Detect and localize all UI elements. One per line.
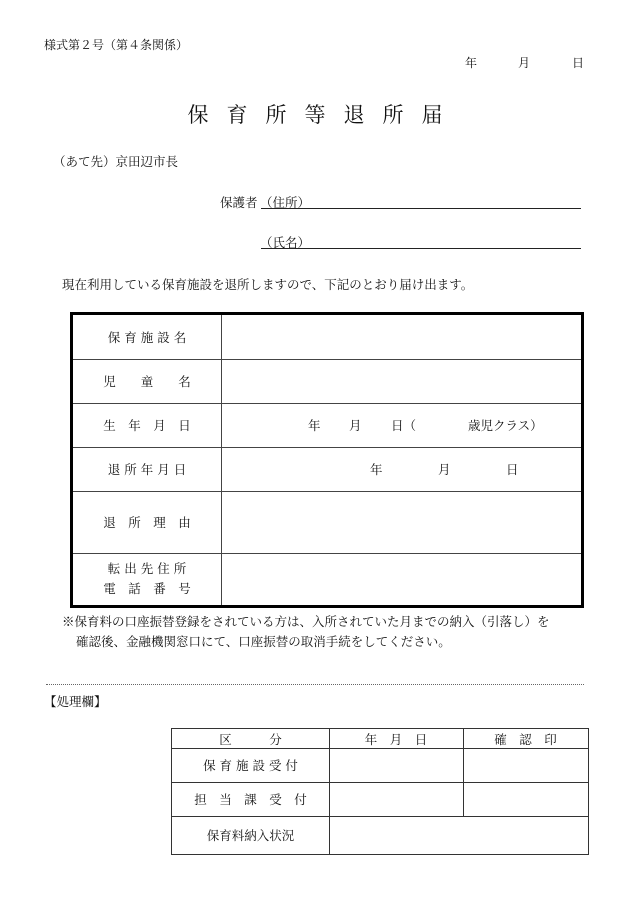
table-row-reason [73,491,581,554]
statement-text: 現在利用している保育施設を退所しますので、下記のとおり届け出ます。 [62,277,474,292]
birth-date-field[interactable] [222,403,581,447]
fee-payment-status-field[interactable] [329,816,588,854]
department-reception-date-field[interactable] [329,782,463,816]
processing-table [171,728,589,855]
form-number: 様式第２号（第４条関係） [44,38,189,52]
facility-name-label: 保 育 施 設 名 [73,315,222,359]
header-category: 区 分 [219,731,282,747]
row-facility-reception: 保 育 施 設 受 付 [203,758,298,773]
header-date: 年 月 日 [364,731,428,747]
note-line-2: 確認後、金融機関窓口にて、口座振替の取消手続をしてください。 [76,634,451,649]
withdrawal-date-field[interactable] [222,447,581,491]
guardian-name-field[interactable] [261,248,581,249]
date-day-label: 日 [572,56,585,70]
reason-field[interactable] [222,491,581,553]
section-divider [46,684,584,685]
table-row-facility [73,315,581,360]
facility-reception-seal-field[interactable] [463,748,588,782]
forwarding-address-field[interactable] [222,553,581,605]
guardian-label: 保護者 [220,195,258,210]
date-year-label: 年 [465,56,478,70]
table-row-child [73,359,581,404]
birth-day-unit: 日（ [391,418,417,433]
page-title: 保育所等退所届 [187,103,461,127]
guardian-name-label: （氏名） [260,235,311,250]
row-fee-payment-status: 保育料納入状況 [206,828,295,843]
birth-year-unit: 年 [308,418,321,433]
note-line-1: ※保育料の口座振替登録をされている方は、入所されていた月までの納入（引落し）を [62,614,550,629]
table-row-withdrawal-date [73,447,581,492]
phone-number-label: 電 話 番 号 [103,581,191,596]
processing-section-title: 【処理欄】 [44,694,107,709]
row-department-reception: 担 当 課 受 付 [194,792,307,807]
reason-label: 退 所 理 由 [73,491,222,553]
facility-name-field[interactable] [222,315,581,359]
child-name-label: 児 童 名 [73,359,222,403]
date-month-label: 月 [518,56,531,70]
department-reception-seal-field[interactable] [463,782,588,816]
birth-date-label: 生 年 月 日 [73,403,222,447]
child-name-field[interactable] [222,359,581,403]
facility-reception-date-field[interactable] [329,748,463,782]
forwarding-address-label: 転 出 先 住 所 [107,561,187,576]
guardian-address-label: （住所） [260,195,311,210]
birth-month-unit: 月 [349,418,362,433]
guardian-address-field[interactable] [261,208,581,209]
withdrawal-year-unit: 年 [370,462,383,477]
forwarding-label [73,553,222,605]
withdrawal-date-label: 退 所 年 月 日 [73,447,222,491]
table-row-birth-date [73,403,581,448]
table-row-forwarding [73,553,581,605]
withdrawal-month-unit: 月 [438,462,451,477]
withdrawal-day-unit: 日 [506,462,519,477]
addressee: （あて先）京田辺市長 [53,154,179,169]
age-class-unit: 歳児クラス） [468,418,543,433]
header-seal: 確 認 印 [494,731,557,747]
withdrawal-form-table [70,312,584,608]
